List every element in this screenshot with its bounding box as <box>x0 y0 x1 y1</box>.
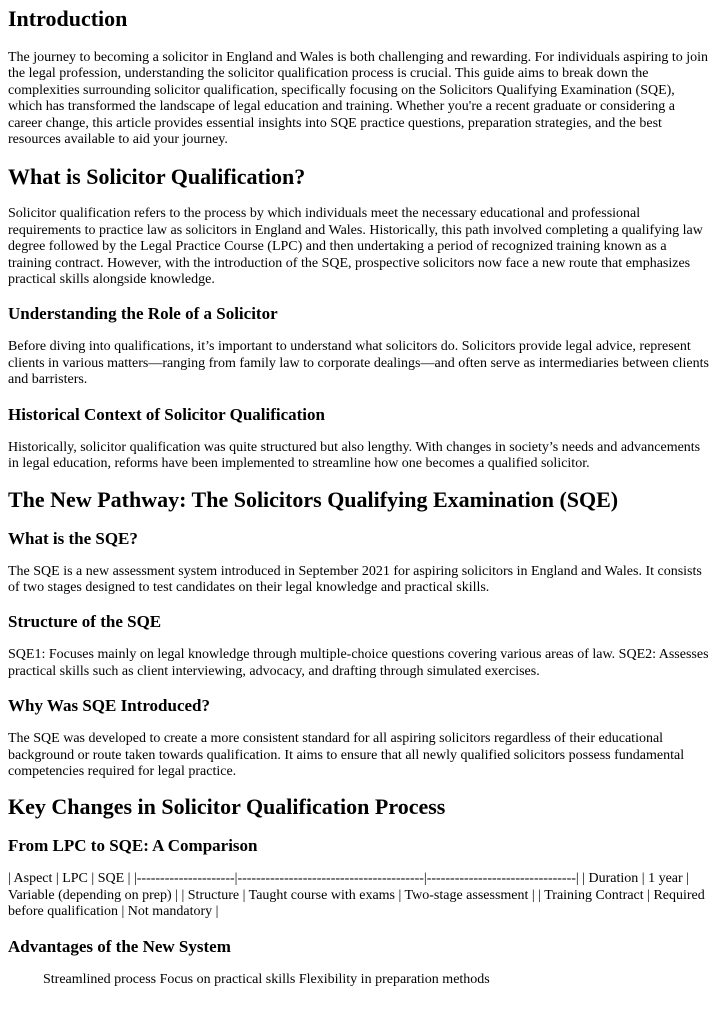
what-is-qualification-paragraph: Solicitor qualification refers to the process by which individuals meet the necessary educational and professional requirements to practice law as solicitors in England and Wales. Historically, this path involved completing a qualifying law degree followed by the Legal Practice Course (LPC) and then undertaking a period of recognized training known as a training contract. However, with the introduction of the SQE, prospective solicitors now face a new route that emphasizes practical skills alongside knowledge. <box>8 206 703 288</box>
introduction-paragraph: The journey to becoming a solicitor in England and Wales is both challenging and rewarding. For individuals aspiring to join the legal profession, understanding the solicitor qualification process is crucial. This guide aims to break down the complexities surrounding solicitor qualification, specifically focusing on the Solicitors Qualifying Examination (SQE), which has transformed the landscape of legal education and training. Whether you're a recent graduate or considering a career change, this article provides essential insights into SQE practice questions, preparation strategies, and the best resources available to aid your journey. <box>8 50 709 148</box>
structure-of-sqe-paragraph: SQE1: Focuses mainly on legal knowledge through multiple-choice questions covering various areas of law. SQE2: Assesses practical skills such as client interviewing, advocacy, and drafting through simulated exercises. <box>8 647 709 679</box>
what-is-sqe-heading: What is the SQE? <box>8 528 138 548</box>
historical-context-paragraph: Historically, solicitor qualification was quite structured but also lengthy. With changes in society’s needs and advancements in legal education, reforms have been implemented to streamline how one becomes a qualified solicitor. <box>8 439 701 472</box>
role-of-solicitor-heading: Understanding the Role of a Solicitor <box>8 304 278 324</box>
lpc-sqe-comparison-heading: From LPC to SQE: A Comparison <box>8 836 258 856</box>
article-page <box>0 6 720 988</box>
structure-of-sqe-heading: Structure of the SQE <box>8 612 162 632</box>
key-changes-heading: Key Changes in Solicitor Qualification Process <box>8 794 446 820</box>
historical-context-heading: Historical Context of Solicitor Qualification <box>8 404 325 424</box>
lpc-sqe-comparison-table-text: | Aspect | LPC | SQE | |---------------------|----------------------------------------|--------------------------------| | Duration | 1 year | Variable (depending on prep) | | Structure | Taught course with exams | Two-stage assessment | | Training Contract | Required before qualification | Not mandatory | <box>8 871 705 920</box>
what-is-sqe-paragraph: The SQE is a new assessment system introduced in September 2021 for aspiring solicitors in England and Wales. It consists of two stages designed to test candidates on their legal knowledge and practical skills. <box>8 563 702 595</box>
why-sqe-introduced-heading: Why Was SQE Introduced? <box>8 696 211 716</box>
new-pathway-heading: The New Pathway: The Solicitors Qualifying Examination (SQE) <box>8 486 619 512</box>
advantages-heading: Advantages of the New System <box>8 936 231 956</box>
what-is-qualification-heading: What is Solicitor Qualification? <box>8 164 306 190</box>
role-of-solicitor-paragraph: Before diving into qualifications, it’s important to understand what solicitors do. Solicitors provide legal advice, represent clients in various matters—ranging from family law to corporate dealings—and often serve as intermediaries between clients and barristers. <box>8 339 709 388</box>
why-sqe-introduced-paragraph: The SQE was developed to create a more consistent standard for all aspiring solicitors regardless of their educational background or route taken towards qualification. It aims to ensure that all newly qualified solicitors possess fundamental competencies required for legal practice. <box>8 731 685 779</box>
introduction-heading: Introduction <box>8 6 128 31</box>
advantages-list-text: Streamlined process Focus on practical skills Flexibility in preparation methods <box>43 971 490 987</box>
